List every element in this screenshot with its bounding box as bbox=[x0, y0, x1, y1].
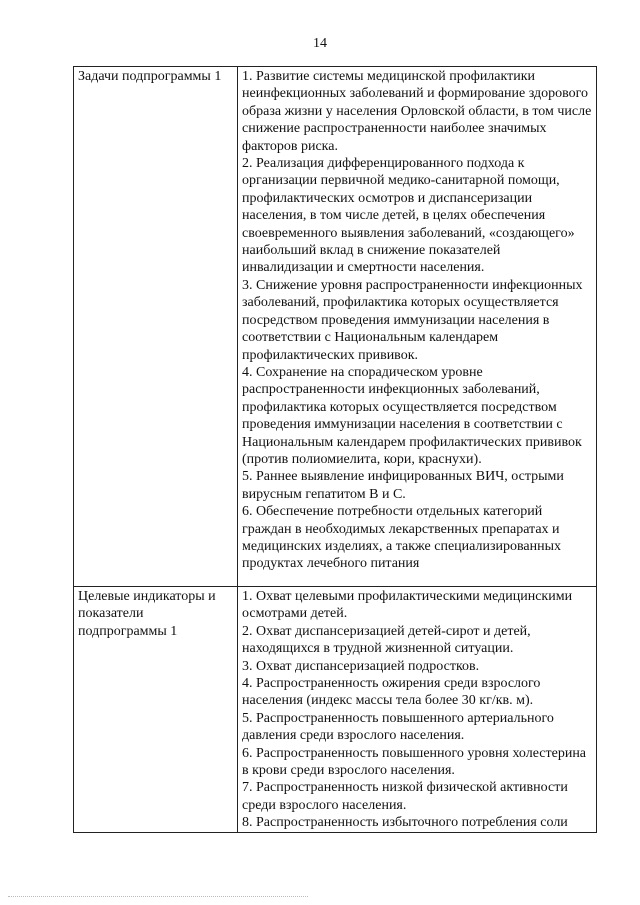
list-item: 6. Распространенность повышенного уровня холестерина в крови среди взрослого населения. bbox=[242, 745, 587, 779]
scan-artifact bbox=[8, 896, 308, 899]
list-item: 1. Охват целевыми профилактическими медицинскими осмотрами детей. bbox=[242, 589, 573, 622]
list-item: 4. Распространенность ожирения среди взрослого населения (индекс массы тела более 30 кг/кв. м). bbox=[242, 676, 541, 709]
list-item: 3. Снижение уровня распространенности инфекционных заболеваний, профилактика которых осуществляется посредством проведения иммунизации населения в соответствии с Национальным календарем профилактических прививок. bbox=[242, 277, 583, 363]
list-item: 5. Раннее выявление инфицированных ВИЧ, острыми вирусным гепатитом В и С. bbox=[242, 469, 564, 502]
row-label-tasks: Задачи подпрограммы 1 bbox=[74, 67, 238, 587]
row-label-indicators: Целевые индикаторы и показатели подпрограммы 1 bbox=[74, 587, 238, 833]
list-item: 6. Обеспечение потребности отдельных категорий граждан в необходимых лекарственных препаратах и медицинских изделиях, а также специализированных продуктах лечебного питания bbox=[242, 504, 562, 572]
list-item: 7. Распространенность низкой физической активности среди взрослого населения. bbox=[242, 780, 568, 813]
list-item: 4. Сохранение на спорадическом уровне распространенности инфекционных заболеваний, профилактика которых осуществляется посредством проведения иммунизации населения в соответствии с Национальным календарем профилактических прививок (против полиомиелита, кори, краснухи). bbox=[242, 364, 582, 467]
tasks-list bbox=[238, 67, 597, 587]
indicators-list bbox=[238, 587, 597, 833]
table-row-tasks bbox=[74, 67, 597, 587]
list-item: 8. Распространенность избыточного потребления соли bbox=[242, 815, 568, 831]
table-row-indicators bbox=[74, 587, 597, 833]
page-number: 14 bbox=[313, 36, 327, 51]
list-item: 2. Реализация дифференцированного подхода к организации первичной медико-санитарной помощи, профилактических осмотров и диспансеризации населения, в том числе детей, в целях обеспечения своевременного выявления заболеваний, «создающего» наибольший вклад в снижение показателей инвалидизации и смертности населения. bbox=[242, 156, 575, 276]
list-item: 5. Распространенность повышенного артериального давления среди взрослого населения. bbox=[242, 710, 554, 744]
list-item: 1. Развитие системы медицинской профилактики неинфекционных заболеваний и формирование здорового образа жизни у населения Орловской области, в том числе снижение распространенности наиболее значимых факторов риска. bbox=[242, 69, 592, 154]
subprogram-passport-table bbox=[73, 66, 597, 833]
list-item: 3. Охват диспансеризацией подростков. bbox=[242, 658, 480, 674]
list-item: 2. Охват диспансеризацией детей-сирот и детей, находящихся в трудной жизненной ситуации. bbox=[242, 623, 531, 657]
